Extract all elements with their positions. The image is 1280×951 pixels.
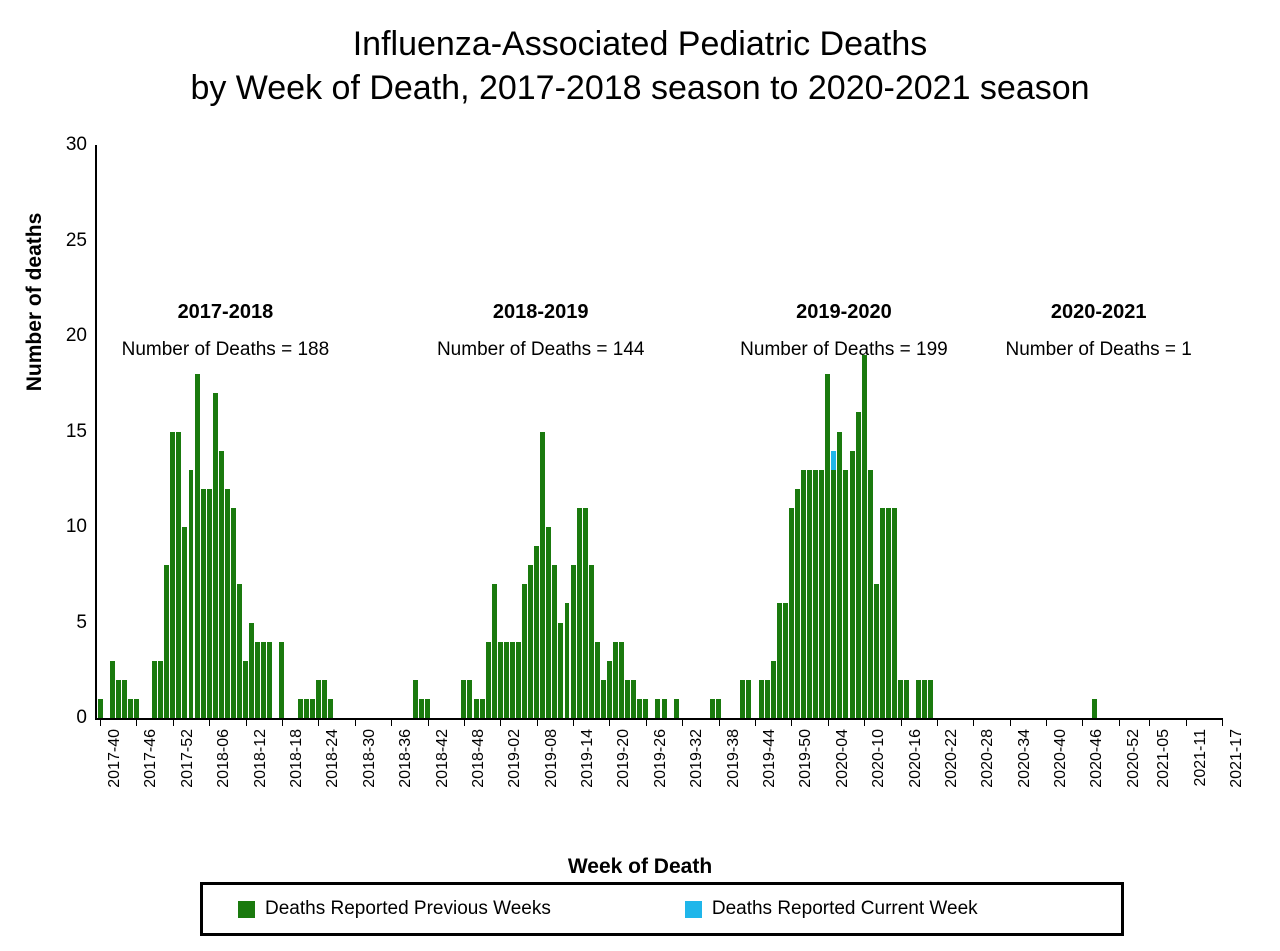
bar-2018-05 <box>201 489 206 718</box>
chart-title-line-1: Influenza-Associated Pediatric Deaths <box>352 25 928 63</box>
x-tick-mark-2019-14 <box>573 720 574 726</box>
bar-2018-08 <box>219 451 224 718</box>
bar-2019-08 <box>534 546 539 718</box>
bar-2018-42 <box>425 699 430 718</box>
bar-2019-24 <box>631 680 636 718</box>
legend-label-current-week: Deaths Reported Current Week <box>711 898 978 919</box>
bar-2020-17 <box>904 680 909 718</box>
x-tick-2017-40: 2017-40 <box>106 729 124 788</box>
x-tick-2019-02: 2019-02 <box>506 729 524 788</box>
season-label-2019-2020: 2019-2020 <box>796 301 892 323</box>
x-tick-2019-14: 2019-14 <box>579 729 597 788</box>
bar-2019-02 <box>498 642 503 718</box>
x-tick-2020-10: 2020-10 <box>870 729 888 788</box>
x-tick-2020-52: 2020-52 <box>1124 729 1142 788</box>
bar-2018-51 <box>480 699 485 718</box>
x-tick-mark-2019-02 <box>500 720 501 726</box>
bar-2018-25 <box>322 680 327 718</box>
x-tick-2020-34: 2020-34 <box>1015 729 1033 788</box>
bar-2019-26 <box>643 699 648 718</box>
x-tick-mark-2018-48 <box>464 720 465 726</box>
season-annotation-2018-2019 <box>381 300 701 362</box>
x-tick-mark-2018-12 <box>246 720 247 726</box>
x-tick-2017-52: 2017-52 <box>178 729 196 788</box>
x-tick-mark-2020-10 <box>864 720 865 726</box>
x-tick-mark-2019-38 <box>719 720 720 726</box>
bar-2019-48 <box>777 603 782 718</box>
x-tick-2020-22: 2020-22 <box>942 729 960 788</box>
bar-2020-13 <box>880 508 885 718</box>
bar-2020-12 <box>874 584 879 718</box>
x-tick-2020-16: 2020-16 <box>906 729 924 788</box>
bar-2019-42 <box>740 680 745 718</box>
bar-2018-13 <box>249 623 254 719</box>
bar-2018-21 <box>298 699 303 718</box>
x-tick-2018-12: 2018-12 <box>251 729 269 788</box>
season-count-2019-2020: Number of Deaths = 199 <box>740 339 948 360</box>
bar-2019-04 <box>510 642 515 718</box>
bar-2018-40 <box>413 680 418 718</box>
bar-2018-22 <box>304 699 309 718</box>
x-tick-mark-2020-16 <box>901 720 902 726</box>
bar-2017-44 <box>122 680 127 718</box>
season-count-2017-2018: Number of Deaths = 188 <box>121 339 330 360</box>
bar-2019-18 <box>595 642 600 718</box>
season-annotation-2017-2018 <box>65 300 385 362</box>
x-tick-2019-50: 2019-50 <box>797 729 815 788</box>
bar-2019-21 <box>613 642 618 718</box>
x-axis-tick-labels <box>95 720 1245 850</box>
bar-2019-45 <box>759 680 764 718</box>
bar-2018-52 <box>486 642 491 718</box>
bar-2020-05 <box>831 451 836 718</box>
x-tick-2019-32: 2019-32 <box>688 729 706 788</box>
bar-2019-49 <box>783 603 788 718</box>
bar-2020-48 <box>1092 699 1097 718</box>
season-count-2018-2019: Number of Deaths = 144 <box>436 339 645 360</box>
bar-2019-22 <box>619 642 624 718</box>
bar-2019-10 <box>546 527 551 718</box>
chart-legend <box>200 882 1124 936</box>
x-tick-2021-05: 2021-05 <box>1155 729 1173 788</box>
bar-2019-31 <box>674 699 679 718</box>
x-tick-mark-2019-32 <box>682 720 683 726</box>
bar-2019-06 <box>522 584 527 718</box>
plot-area <box>95 145 1223 720</box>
bar-2020-19 <box>916 680 921 718</box>
x-tick-2020-04: 2020-04 <box>833 729 851 788</box>
bar-2020-08 <box>850 451 855 718</box>
x-tick-2018-36: 2018-36 <box>397 729 415 788</box>
x-tick-2019-08: 2019-08 <box>542 729 560 788</box>
bar-2018-24 <box>316 680 321 718</box>
legend-item-current-week <box>685 898 978 920</box>
bar-2019-16 <box>583 508 588 718</box>
bar-2018-01 <box>176 432 181 719</box>
x-tick-mark-2018-24 <box>318 720 319 726</box>
x-tick-mark-2017-52 <box>173 720 174 726</box>
x-tick-mark-2019-26 <box>646 720 647 726</box>
x-tick-2017-46: 2017-46 <box>142 729 160 788</box>
bar-current-week-2020-05 <box>831 451 836 470</box>
x-tick-2018-24: 2018-24 <box>324 729 342 788</box>
bar-2018-23 <box>310 699 315 718</box>
bar-2018-07 <box>213 393 218 718</box>
bar-2019-46 <box>765 680 770 718</box>
bar-2019-19 <box>601 680 606 718</box>
y-tick-0: 0 <box>76 707 87 728</box>
bar-2019-29 <box>662 699 667 718</box>
bar-2018-49 <box>467 680 472 718</box>
bar-2019-01 <box>492 584 497 718</box>
x-tick-mark-2018-06 <box>209 720 210 726</box>
bar-2018-41 <box>419 699 424 718</box>
bar-2017-45 <box>128 699 133 718</box>
x-tick-mark-2018-18 <box>282 720 283 726</box>
x-tick-2019-38: 2019-38 <box>724 729 742 788</box>
x-tick-mark-2018-36 <box>391 720 392 726</box>
y-tick-30: 30 <box>65 134 87 155</box>
chart-title <box>0 22 1280 110</box>
y-axis-title: Number of deaths <box>23 212 46 392</box>
bar-2017-43 <box>116 680 121 718</box>
bar-2019-25 <box>637 699 642 718</box>
bar-2020-11 <box>868 470 873 718</box>
x-tick-2019-26: 2019-26 <box>651 729 669 788</box>
bar-2019-14 <box>571 565 576 718</box>
bar-2020-14 <box>886 508 891 718</box>
bar-2018-18 <box>279 642 284 718</box>
bar-2019-15 <box>577 508 582 718</box>
x-tick-mark-2019-44 <box>755 720 756 726</box>
bar-2019-07 <box>528 565 533 718</box>
bar-2019-09 <box>540 432 545 719</box>
x-tick-mark-2020-04 <box>828 720 829 726</box>
bar-2018-26 <box>328 699 333 718</box>
bar-2017-42 <box>110 661 115 718</box>
bar-2019-13 <box>565 603 570 718</box>
x-tick-2018-30: 2018-30 <box>360 729 378 788</box>
bar-2019-37 <box>710 699 715 718</box>
bar-2018-04 <box>195 374 200 718</box>
bar-2020-04 <box>825 374 830 718</box>
x-tick-2018-18: 2018-18 <box>287 729 305 788</box>
x-tick-mark-2021-11 <box>1186 720 1187 726</box>
x-tick-mark-2020-34 <box>1010 720 1011 726</box>
legend-item-previous-weeks <box>238 898 551 920</box>
x-tick-mark-2017-46 <box>136 720 137 726</box>
bar-2020-09 <box>856 412 861 718</box>
x-tick-2020-28: 2020-28 <box>979 729 997 788</box>
y-tick-25: 25 <box>65 229 87 251</box>
bar-2018-50 <box>474 699 479 718</box>
bar-2020-10 <box>862 355 867 718</box>
bar-2018-48 <box>461 680 466 718</box>
season-label-2020-2021: 2020-2021 <box>1050 301 1147 323</box>
bar-2020-15 <box>892 508 897 718</box>
bar-2017-52 <box>170 432 175 719</box>
x-tick-mark-2021-17 <box>1222 720 1223 726</box>
x-tick-mark-2020-46 <box>1082 720 1083 726</box>
bar-2019-43 <box>746 680 751 718</box>
x-tick-2018-48: 2018-48 <box>469 729 487 788</box>
bar-2019-47 <box>771 661 776 718</box>
x-tick-mark-2018-42 <box>428 720 429 726</box>
bar-2019-20 <box>607 661 612 718</box>
x-tick-mark-2020-22 <box>937 720 938 726</box>
season-label-2017-2018: 2017-2018 <box>177 301 274 323</box>
bar-2018-14 <box>255 642 260 718</box>
bar-2018-11 <box>237 584 242 718</box>
bar-2019-17 <box>589 565 594 718</box>
x-tick-mark-2018-30 <box>355 720 356 726</box>
bar-2018-16 <box>267 642 272 718</box>
x-tick-mark-2020-28 <box>973 720 974 726</box>
x-tick-mark-2019-08 <box>537 720 538 726</box>
bar-2018-12 <box>243 661 248 718</box>
bar-2020-06 <box>837 432 842 719</box>
bar-2017-40 <box>98 699 103 718</box>
y-tick-10: 10 <box>65 516 87 537</box>
x-tick-mark-2020-52 <box>1119 720 1120 726</box>
bar-2020-21 <box>928 680 933 718</box>
bar-2019-11 <box>552 565 557 718</box>
x-tick-2018-06: 2018-06 <box>215 729 233 788</box>
bar-2018-02 <box>182 527 187 718</box>
bar-2020-03 <box>819 470 824 718</box>
bar-2020-01 <box>807 470 812 718</box>
bar-2019-51 <box>795 489 800 718</box>
x-tick-2021-11: 2021-11 <box>1191 729 1209 787</box>
bar-2017-50 <box>158 661 163 718</box>
x-tick-2020-46: 2020-46 <box>1088 729 1106 788</box>
bar-2018-09 <box>225 489 230 718</box>
bars-layer <box>95 145 1223 718</box>
bar-2020-02 <box>813 470 818 718</box>
y-tick-5: 5 <box>76 611 87 633</box>
x-tick-mark-2021-05 <box>1149 720 1150 726</box>
x-tick-mark-2019-50 <box>791 720 792 726</box>
bar-2018-03 <box>189 470 194 718</box>
x-tick-2018-42: 2018-42 <box>433 729 451 788</box>
x-tick-mark-2017-40 <box>100 720 101 726</box>
season-annotation-2020-2021 <box>939 300 1259 362</box>
y-tick-15: 15 <box>65 420 87 442</box>
season-count-2020-2021: Number of Deaths = 1 <box>1005 339 1192 360</box>
x-tick-mark-2019-20 <box>609 720 610 726</box>
x-tick-2021-17: 2021-17 <box>1227 729 1245 788</box>
bar-2018-06 <box>207 489 212 718</box>
y-tick-20: 20 <box>65 325 87 346</box>
bar-2019-05 <box>516 642 521 718</box>
bar-2017-46 <box>134 699 139 718</box>
bar-2019-12 <box>558 623 563 719</box>
bar-2018-15 <box>261 642 266 718</box>
bar-2019-28 <box>655 699 660 718</box>
legend-label-previous-weeks: Deaths Reported Previous Weeks <box>265 898 551 919</box>
season-label-2018-2019: 2018-2019 <box>492 301 589 323</box>
bar-2019-38 <box>716 699 721 718</box>
bar-2020-20 <box>922 680 927 718</box>
bar-2019-52 <box>801 470 806 718</box>
bar-2020-07 <box>843 470 848 718</box>
chart-title-line-2: by Week of Death, 2017-2018 season to 2020-2021 season <box>190 69 1090 107</box>
x-tick-mark-2020-40 <box>1046 720 1047 726</box>
bar-2019-23 <box>625 680 630 718</box>
bar-2020-16 <box>898 680 903 718</box>
legend-swatch-current-week <box>685 901 702 918</box>
legend-swatch-previous-weeks <box>238 901 255 918</box>
y-axis-tick-labels <box>0 134 88 728</box>
bar-2019-50 <box>789 508 794 718</box>
x-tick-2019-20: 2019-20 <box>615 729 633 788</box>
x-tick-2019-44: 2019-44 <box>761 729 778 788</box>
bar-2017-51 <box>164 565 169 718</box>
bar-2019-03 <box>504 642 509 718</box>
x-axis-title: Week of Death <box>567 855 713 878</box>
bar-2018-10 <box>231 508 236 718</box>
bar-2017-49 <box>152 661 157 718</box>
x-tick-2020-40: 2020-40 <box>1052 729 1070 788</box>
